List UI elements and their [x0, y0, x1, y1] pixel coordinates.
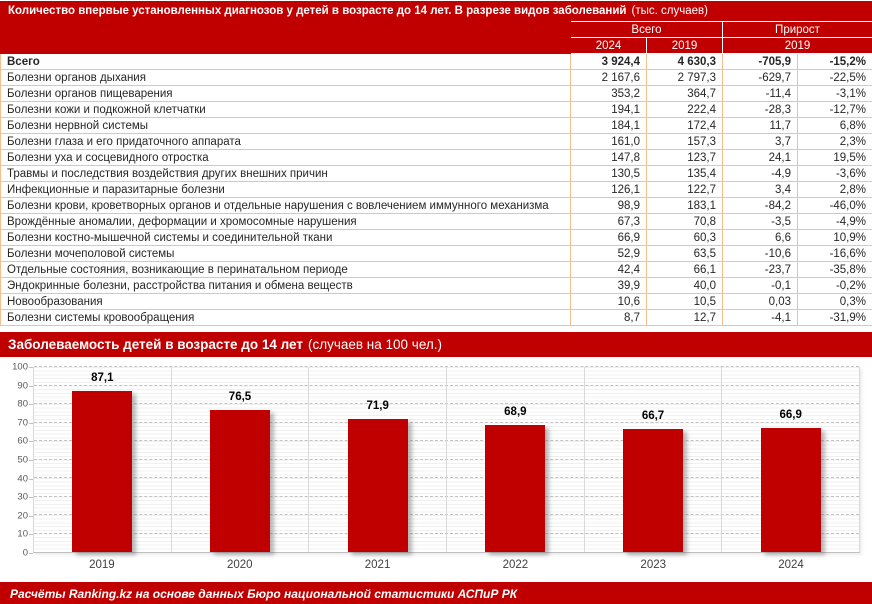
value-2024: 126,1 [571, 182, 647, 198]
value-2024: 161,0 [571, 134, 647, 150]
table-row [1, 246, 872, 262]
growth-abs: -11,4 [723, 86, 798, 102]
growth-abs: 24,1 [723, 150, 798, 166]
group-header-growth: Прирост [723, 22, 872, 38]
y-tick-label: 0 [22, 547, 28, 559]
row-label: Травмы и последствия воздействия других внешних причин [1, 166, 571, 182]
row-label: Всего [1, 54, 571, 70]
growth-abs: -84,2 [723, 198, 798, 214]
x-tick-label: 2019 [89, 559, 115, 571]
value-2019: 4 630,3 [647, 54, 723, 70]
y-tick-mark [29, 423, 33, 424]
row-label: Болезни кожи и подкожной клетчатки [1, 102, 571, 118]
group-header-total: Всего [571, 22, 723, 38]
table-row [1, 230, 872, 246]
growth-abs: -4,9 [723, 166, 798, 182]
growth-abs: -4,1 [723, 310, 798, 326]
y-tick-mark [29, 553, 33, 554]
y-tick-label: 70 [17, 417, 28, 429]
table-row [1, 198, 872, 214]
growth-abs: -10,6 [723, 246, 798, 262]
growth-pct: 2,8% [798, 182, 872, 198]
bar-2020 [210, 410, 270, 552]
growth-pct: -3,6% [798, 166, 872, 182]
chart-x-axis [33, 559, 860, 577]
table-row [1, 214, 872, 230]
row-label: Эндокринные болезни, расстройства питания и обмена веществ [1, 278, 571, 294]
growth-abs: -23,7 [723, 262, 798, 278]
row-label: Болезни системы кровообращения [1, 310, 571, 326]
table-row [1, 70, 872, 86]
value-2019: 123,7 [647, 150, 723, 166]
value-2019: 122,7 [647, 182, 723, 198]
x-tick-label: 2024 [778, 559, 804, 571]
value-2019: 2 797,3 [647, 70, 723, 86]
table-row [1, 54, 872, 70]
table-row [1, 86, 872, 102]
y-tick-mark [29, 479, 33, 480]
growth-pct: -31,9% [798, 310, 872, 326]
page-title [0, 1, 872, 21]
y-tick-mark [29, 534, 33, 535]
row-label: Болезни органов дыхания [1, 70, 571, 86]
table-row [1, 134, 872, 150]
bar-value-label: 66,7 [641, 409, 665, 422]
y-tick-label: 30 [17, 491, 28, 503]
x-tick-label: 2023 [640, 559, 667, 571]
value-2024: 66,9 [571, 230, 647, 246]
value-2019: 10,5 [647, 294, 723, 310]
y-tick-mark [29, 497, 33, 498]
value-2019: 66,1 [647, 262, 723, 278]
growth-abs: 11,7 [723, 118, 798, 134]
row-label: Болезни крови, кроветворных органов и отдельные нарушения с вовлечением иммунного механизма [1, 198, 571, 214]
table-row [1, 310, 872, 326]
value-2024: 194,1 [571, 102, 647, 118]
table-row [1, 294, 872, 310]
chart-band [34, 367, 172, 552]
y-tick-mark [29, 516, 33, 517]
growth-abs: -629,7 [723, 70, 798, 86]
y-tick-mark [29, 386, 33, 387]
value-2024: 8,7 [571, 310, 647, 326]
bar-2021 [348, 419, 408, 552]
x-tick-label: 2021 [364, 559, 391, 571]
col-header-growth-2019: 2019 [723, 38, 872, 54]
table-corner-cell [1, 22, 571, 54]
x-tick-label: 2020 [226, 559, 253, 571]
value-2024: 130,5 [571, 166, 647, 182]
y-tick-label: 60 [17, 435, 28, 447]
y-tick-label: 90 [17, 380, 28, 392]
value-2019: 172,4 [647, 118, 723, 134]
growth-abs: 3,4 [723, 182, 798, 198]
table-row [1, 166, 872, 182]
chart-band [172, 367, 310, 552]
page-title-text: Количество впервые установленных диагнозов у детей в возрасте до 14 лет. В разрезе видов заболеваний [8, 5, 627, 17]
growth-pct: 10,9% [798, 230, 872, 246]
value-2019: 60,3 [647, 230, 723, 246]
growth-pct: -46,0% [798, 198, 872, 214]
value-2024: 39,9 [571, 278, 647, 294]
row-label: Болезни глаза и его придаточного аппарата [1, 134, 571, 150]
y-tick-label: 20 [17, 510, 28, 522]
row-label: Болезни нервной системы [1, 118, 571, 134]
value-2024: 353,2 [571, 86, 647, 102]
value-2019: 70,8 [647, 214, 723, 230]
bar-2022 [485, 425, 545, 552]
growth-pct: 2,3% [798, 134, 872, 150]
y-tick-label: 10 [17, 528, 28, 540]
growth-pct: -16,6% [798, 246, 872, 262]
y-tick-label: 100 [12, 361, 28, 373]
value-2019: 12,7 [647, 310, 723, 326]
bar-value-label: 76,5 [228, 391, 252, 404]
growth-abs: -705,9 [723, 54, 798, 70]
value-2024: 42,4 [571, 262, 647, 278]
table-row [1, 262, 872, 278]
table-row [1, 102, 872, 118]
y-tick-mark [29, 441, 33, 442]
value-2024: 52,9 [571, 246, 647, 262]
value-2019: 135,4 [647, 166, 723, 182]
value-2019: 183,1 [647, 198, 723, 214]
bar-2023 [623, 429, 683, 552]
chart-plot-area [33, 367, 860, 553]
bar-2024 [761, 428, 821, 552]
growth-pct: -22,5% [798, 70, 872, 86]
row-label: Отдельные состояния, возникающие в перинатальном периоде [1, 262, 571, 278]
growth-abs: -0,1 [723, 278, 798, 294]
growth-pct: -15,2% [798, 54, 872, 70]
bar-value-label: 68,9 [504, 405, 527, 418]
chart-band [722, 367, 859, 552]
row-label: Врождённые аномалии, деформации и хромосомные нарушения [1, 214, 571, 230]
bar-2019 [72, 391, 132, 552]
chart-band [309, 367, 447, 552]
y-tick-mark [29, 460, 33, 461]
growth-pct: -35,8% [798, 262, 872, 278]
value-2019: 364,7 [647, 86, 723, 102]
chart-band [585, 367, 723, 552]
table-row [1, 278, 872, 294]
growth-pct: -4,9% [798, 214, 872, 230]
col-header-2024: 2024 [571, 38, 647, 54]
growth-pct: -3,1% [798, 86, 872, 102]
y-tick-mark [29, 404, 33, 405]
value-2024: 98,9 [571, 198, 647, 214]
chart-title-text: Заболеваемость детей в возрасте до 14 лет [8, 337, 303, 352]
y-tick-label: 40 [17, 473, 28, 485]
bar-value-label: 66,9 [779, 409, 802, 422]
value-2024: 147,8 [571, 150, 647, 166]
growth-pct: 0,3% [798, 294, 872, 310]
table-row [1, 118, 872, 134]
diagnoses-table [0, 21, 872, 326]
growth-abs: 0,03 [723, 294, 798, 310]
value-2019: 222,4 [647, 102, 723, 118]
growth-pct: -12,7% [798, 102, 872, 118]
y-tick-label: 80 [17, 398, 28, 410]
x-tick-label: 2022 [502, 559, 529, 571]
value-2019: 40,0 [647, 278, 723, 294]
value-2024: 67,3 [571, 214, 647, 230]
row-label: Инфекционные и паразитарные болезни [1, 182, 571, 198]
row-label: Новообразования [1, 294, 571, 310]
growth-pct: 6,8% [798, 118, 872, 134]
value-2019: 157,3 [647, 134, 723, 150]
bar-value-label: 87,1 [91, 371, 114, 384]
chart-band [447, 367, 585, 552]
value-2024: 3 924,4 [571, 54, 647, 70]
bar-chart [0, 361, 872, 579]
value-2024: 184,1 [571, 118, 647, 134]
table-row [1, 150, 872, 166]
growth-pct: -0,2% [798, 278, 872, 294]
growth-abs: 3,7 [723, 134, 798, 150]
value-2024: 2 167,6 [571, 70, 647, 86]
y-tick-mark [29, 367, 33, 368]
growth-abs: -3,5 [723, 214, 798, 230]
page-title-unit: (тыс. случаев) [631, 5, 708, 17]
source-footer-text: Расчёты Ranking.kz на основе данных Бюро национальной статистики АСПиР РК [10, 586, 518, 601]
growth-abs: -28,3 [723, 102, 798, 118]
source-footer [0, 582, 872, 604]
row-label: Болезни уха и сосцевидного отростка [1, 150, 571, 166]
value-2019: 63,5 [647, 246, 723, 262]
row-label: Болезни мочеполовой системы [1, 246, 571, 262]
row-label: Болезни костно-мышечной системы и соединительной ткани [1, 230, 571, 246]
infographic-page [0, 1, 872, 604]
table-row [1, 182, 872, 198]
value-2024: 10,6 [571, 294, 647, 310]
chart-title [0, 332, 872, 357]
chart-title-unit: (случаев на 100 чел.) [307, 337, 443, 352]
growth-pct: 19,5% [798, 150, 872, 166]
growth-abs: 6,6 [723, 230, 798, 246]
bar-value-label: 71,9 [366, 400, 389, 412]
y-tick-label: 50 [17, 454, 28, 466]
col-header-2019: 2019 [647, 38, 723, 54]
row-label: Болезни органов пищеварения [1, 86, 571, 102]
